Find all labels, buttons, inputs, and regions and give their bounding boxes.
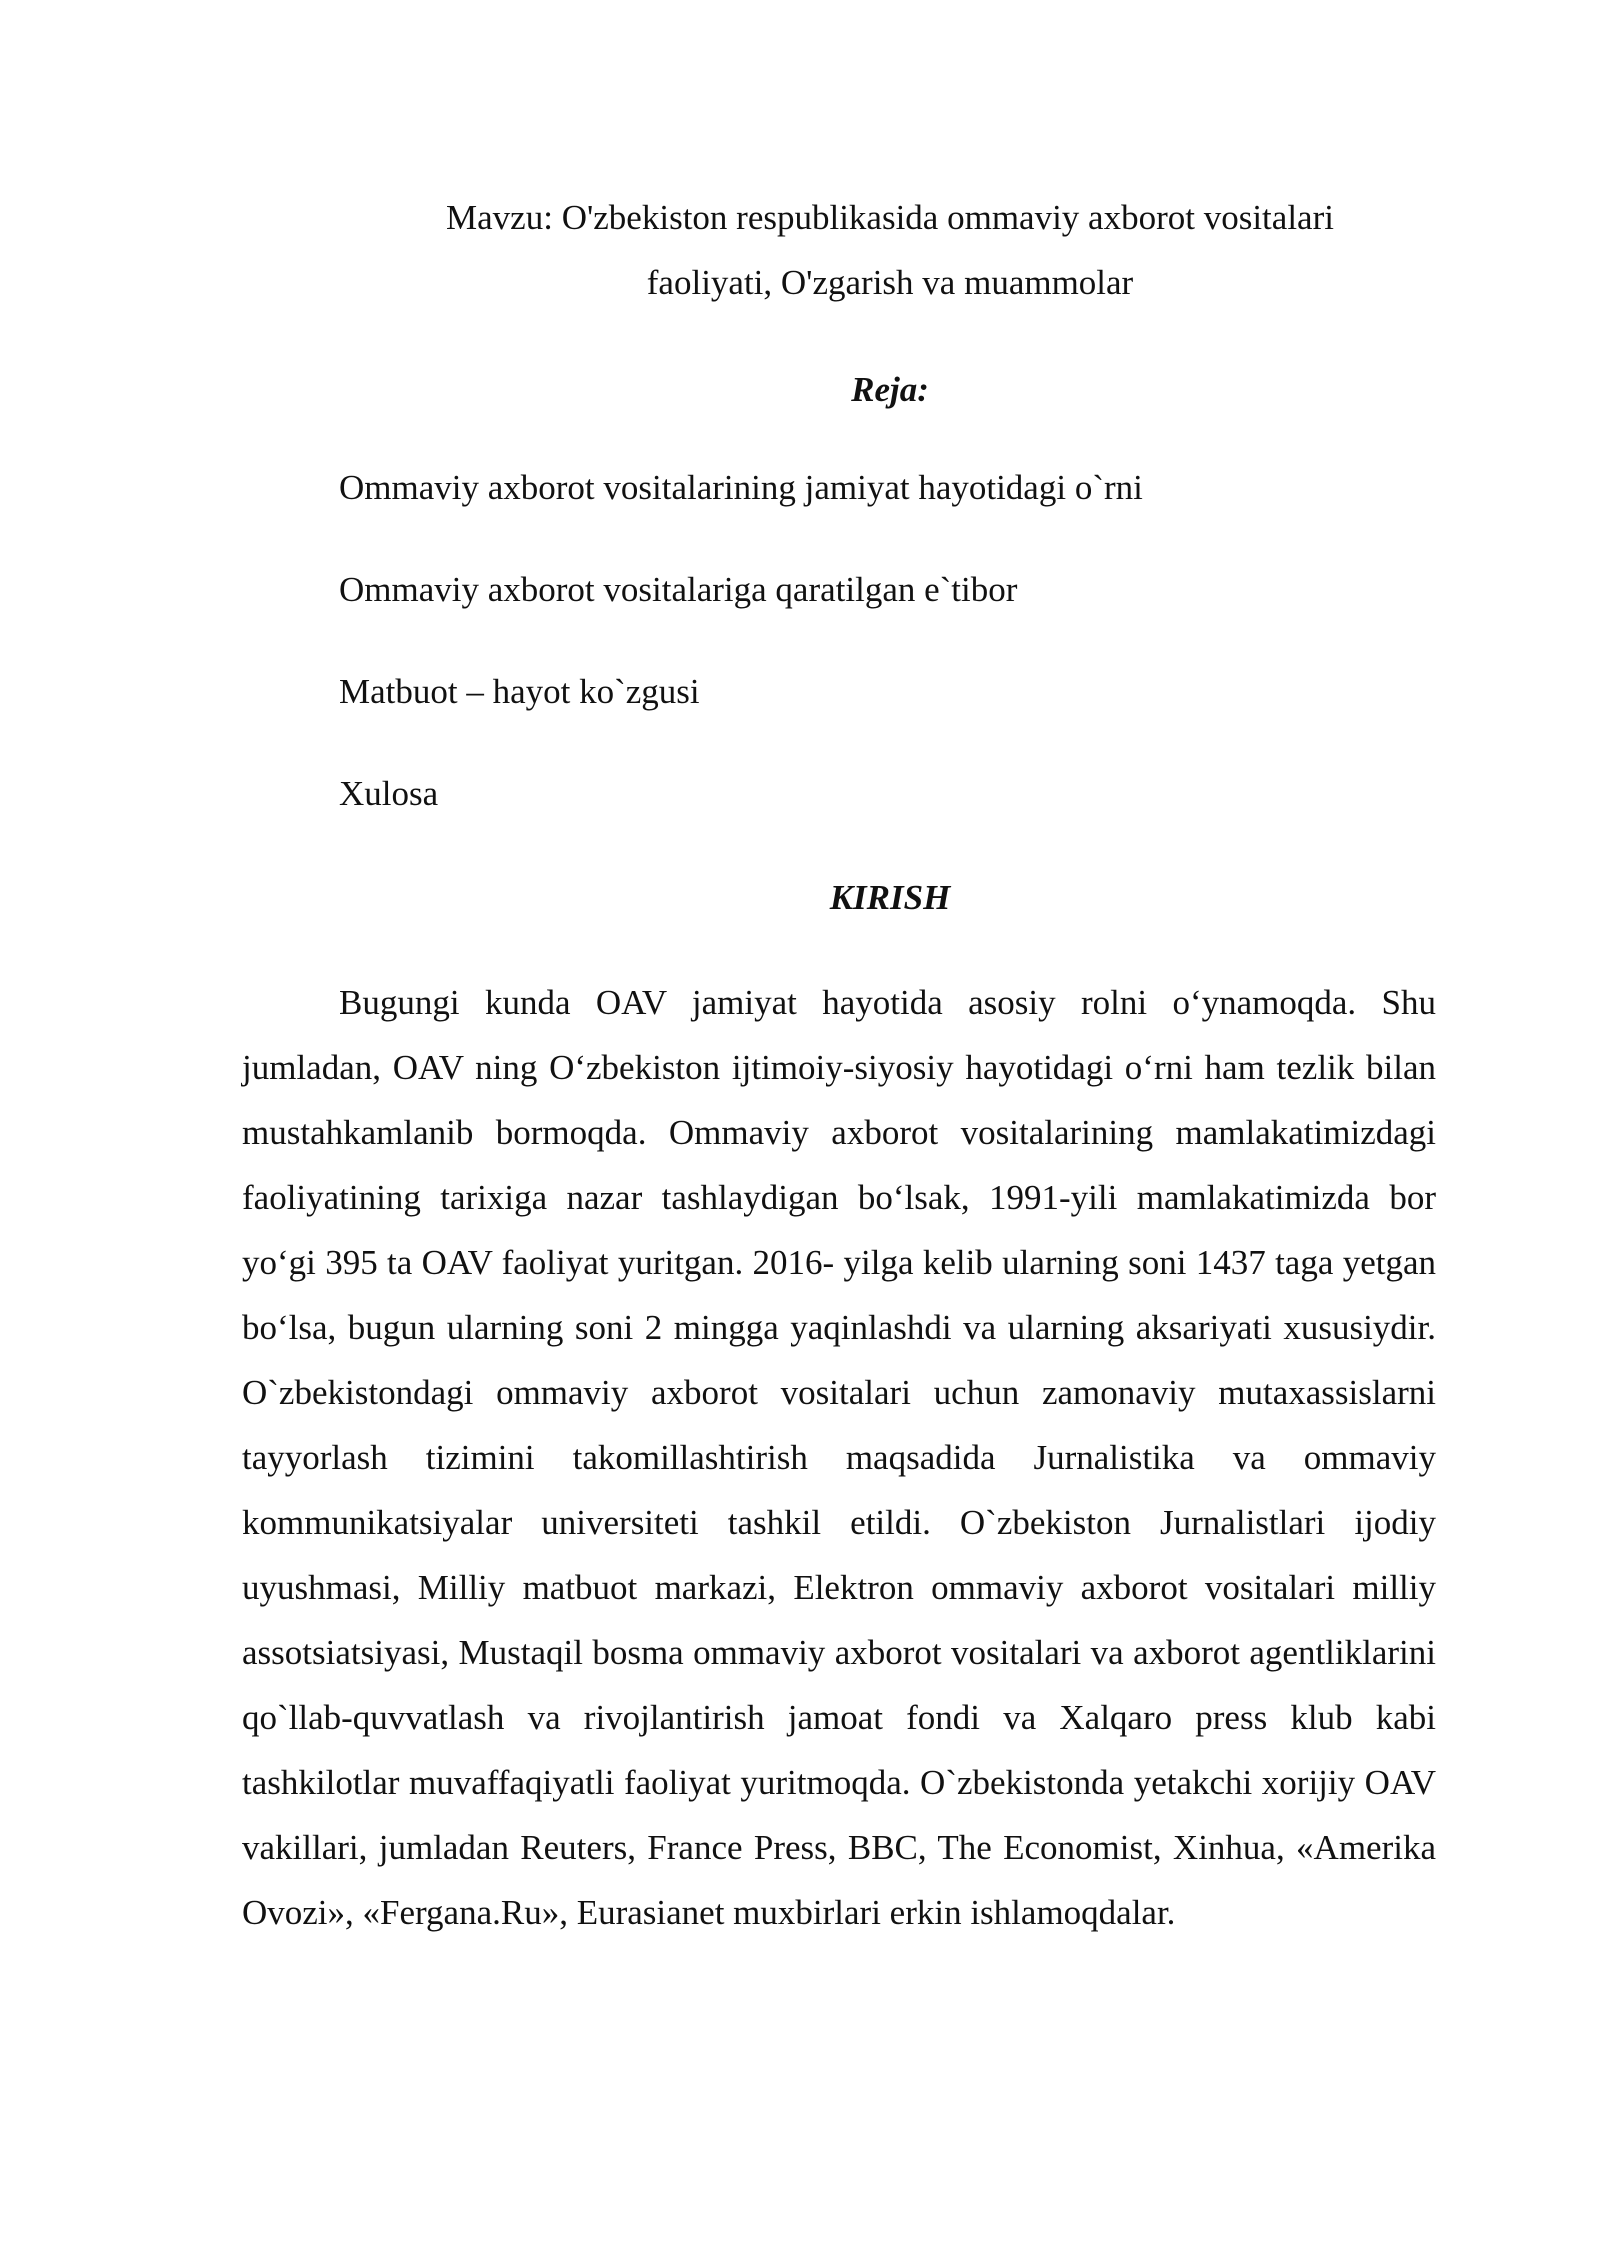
plan-item: Xulosa — [339, 774, 439, 813]
title-line-1: Mavzu: O'zbekiston respublikasida ommaviy axborot vositalari — [446, 198, 1334, 237]
plan-item: Ommaviy axborot vositalariga qaratilgan e`tibor — [339, 570, 1018, 609]
intro-heading: KIRISH — [829, 878, 951, 917]
plan-item: Ommaviy axborot vositalarining jamiyat hayotidagi o`rni — [339, 468, 1143, 507]
plan-heading: Reja: — [851, 370, 929, 409]
title-line-2: faoliyati, O'zgarish va muammolar — [646, 263, 1134, 302]
intro-paragraph: Bugungi kunda OAV jamiyat hayotida asosiy rolni o‘ynamoqda. Shu jumladan, OAV ning O‘zbekiston ijtimoiy-siyosiy hayotidagi o‘rni ham tezlik bilan mustahkamlanib bormoqda. Ommaviy axborot vositalarining mamlakatimizdagi faoliyatining tarixiga nazar tashlaydigan bo‘lsak, 1991-yili mamlakatimizda bor yo‘gi 395 ta OAV faoliyat yuritgan. 2016- yilga kelib ularning soni 1437 taga yetgan bo‘lsa, bugun ularning soni 2 mingga yaqinlashdi va ularning aksariyati xususiydir. O`zbekistondagi ommaviy axborot vositalari uchun zamonaviy mutaxassislarni tayyorlash tizimini takomillashtirish maqsadida Jurnalistika va ommaviy kommunikatsiyalar universiteti tashkil etildi. O`zbekiston Jurnalistlari ijodiy uyushmasi, Milliy matbuot markazi, Elektron ommaviy axborot vositalari milliy assotsiatsiyasi, Mustaqil bosma ommaviy axborot vositalari va axborot agentliklarini qo`llab-quvvatlash va rivojlantirish jamoat fondi va Xalqaro press klub kabi tashkilotlar muvaffaqiyatli faoliyat yuritmoqda. O`zbekistonda yetakchi xorijiy OAV vakillari, jumladan Reuters, France Press, BBC, The Economist, Xinhua, «Amerika Ovozi», «Fergana.Ru», Eurasianet muxbirlari erkin ishlamoqdalar. — [242, 983, 1436, 1932]
plan-item: Matbuot – hayot ko`zgusi — [339, 672, 700, 711]
